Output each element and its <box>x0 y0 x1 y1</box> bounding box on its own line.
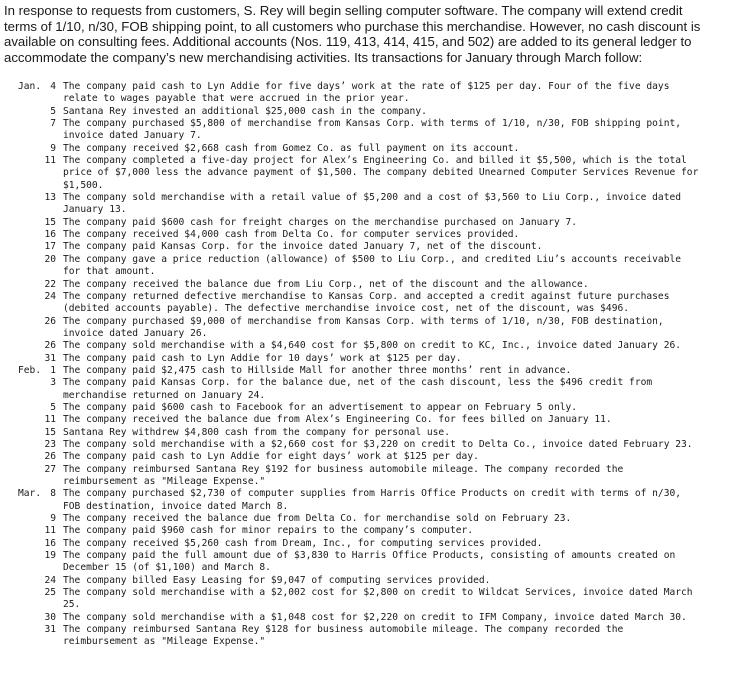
transaction-text: The company paid Kansas Corp. for the balance due, net of the cash discount, less the $496 credit from merchandise returned on January 24. <box>63 377 653 401</box>
transaction-text: The company received $2,668 cash from Gomez Co. as full payment on its account. <box>63 142 520 154</box>
transaction-day: 26 <box>44 315 56 327</box>
transaction-text: The company paid cash to Lyn Addie for 10 days’ work at $125 per day. <box>63 352 462 364</box>
transaction-text: The company received the balance due from Liu Corp., net of the discount and the allowance. <box>63 278 589 290</box>
transaction-day: 16 <box>44 537 56 549</box>
transaction-text: Santana Rey withdrew $4,800 cash from the company for personal use. <box>63 426 450 438</box>
transaction-text: The company received the balance due from Delta Co. for merchandise sold on February 23. <box>63 513 572 525</box>
transaction-month: Jan. <box>18 81 42 92</box>
transaction-entry <box>0 143 732 155</box>
transaction-day: 26 <box>44 451 56 463</box>
transaction-entry <box>0 427 732 439</box>
transaction-day: 9 <box>50 142 56 154</box>
transaction-text: The company paid $600 cash to Facebook for an advertisement to appear on February 5 only. <box>63 401 578 413</box>
intro-paragraph: In response to requests from customers, S. Rey will begin selling computer software. The company will extend credit terms of 1/10, n/30, FOB shipping point, to all customers who purchase this merchandise. However, no cash discount is available on consulting fees. Additional accounts (Nos. 119, 413, 414, 415, and 502) are added to its general ledger to accommodate the company’s new merchandising activities. Its transactions for January through March follow: <box>4 3 701 65</box>
transaction-text: The company sold merchandise with a retail value of $5,200 and a cost of $3,560 to Liu Corp., invoice dated January 13. <box>63 192 682 216</box>
transaction-text: The company purchased $5,800 of merchandise from Kansas Corp. with terms of 1/10, n/30, FOB shipping point, invoice dated January 7. <box>63 118 682 142</box>
transaction-entry <box>0 353 732 365</box>
transaction-text: The company paid cash to Lyn Addie for eight days’ work at $125 per day. <box>63 451 479 463</box>
transaction-day: 30 <box>44 611 56 623</box>
transaction-day: 15 <box>44 216 56 228</box>
transaction-text: The company paid Kansas Corp. for the invoice dated January 7, net of the discount. <box>63 241 543 253</box>
transaction-day: 31 <box>44 352 56 364</box>
transaction-day: 23 <box>44 438 56 450</box>
transaction-day: 3 <box>50 377 56 389</box>
transaction-text: The company sold merchandise with a $2,002 cost for $2,800 on credit to Wildcat Services, invoice dated March 25. <box>63 587 693 611</box>
transaction-text: The company reimbursed Santana Rey $192 for business automobile mileage. The company recorded the reimbursement as "Mileage Expense." <box>63 463 624 487</box>
transaction-day: 13 <box>44 192 56 204</box>
transaction-entry <box>0 340 732 352</box>
transaction-day: 24 <box>44 290 56 302</box>
transaction-entry <box>0 587 732 612</box>
transaction-text: Santana Rey invested an additional $25,000 cash in the company. <box>63 105 427 117</box>
transaction-text: The company received $5,260 cash from Dream, Inc., for computing services provided. <box>63 537 543 549</box>
transaction-entry <box>0 279 732 291</box>
transaction-entry <box>0 439 732 451</box>
transaction-day: 7 <box>50 118 56 130</box>
transaction-entry <box>0 217 732 229</box>
transaction-day: 17 <box>44 241 56 253</box>
transaction-month: Mar. <box>18 488 42 500</box>
transaction-entry <box>0 575 732 587</box>
transaction-day: 11 <box>44 525 56 537</box>
transaction-entry <box>0 550 732 575</box>
transaction-entry <box>0 488 732 513</box>
transaction-entry <box>0 377 732 402</box>
transaction-day: 1 <box>50 364 56 376</box>
transaction-text: The company paid $2,475 cash to Hillside Mall for another three months’ rent in advance. <box>63 364 572 376</box>
transaction-entry <box>0 451 732 463</box>
transaction-entry <box>0 414 732 426</box>
transaction-text: The company sold merchandise with a $2,660 cost for $3,220 on credit to Delta Co., invoice dated February 23. <box>63 438 693 450</box>
transaction-text: The company paid $960 cash for minor repairs to the company’s computer. <box>63 525 474 537</box>
transaction-day: 11 <box>44 155 56 167</box>
transaction-day: 8 <box>50 488 56 500</box>
transaction-text: The company purchased $2,730 of computer supplies from Harris Office Products on credit with terms of n/30, FOB destination, invoice dated March 8. <box>63 488 682 512</box>
transaction-day: 19 <box>44 550 56 562</box>
transaction-entry <box>0 513 732 525</box>
transaction-entry <box>0 229 732 241</box>
transaction-entry <box>0 254 732 279</box>
transaction-day: 5 <box>50 401 56 413</box>
transaction-text: The company received $4,000 cash from Delta Co. for computer services provided. <box>63 229 520 241</box>
transaction-entry <box>0 155 732 192</box>
transaction-entry <box>0 402 732 414</box>
transaction-text: The company completed a five-day project for Alex’s Engineering Co. and billed it $5,500, which is the total price of $7,000 less the advance payment of $1,500. The company debited Unearned Computer Services Revenue for $1,500. <box>63 155 699 191</box>
transaction-text: The company reimbursed Santana Rey $128 for business automobile mileage. The company recorded the reimbursement as "Mileage Expense." <box>63 624 624 648</box>
transaction-text: The company sold merchandise with a $4,640 cost for $5,800 on credit to KC, Inc., invoice dated January 26. <box>63 340 682 352</box>
transaction-entry <box>0 118 732 143</box>
transaction-text: The company purchased $9,000 of merchandise from Kansas Corp. with terms of 1/10, n/30, FOB destination, invoice dated January 26. <box>63 315 664 339</box>
transaction-entry <box>0 464 732 489</box>
transaction-day: 22 <box>44 278 56 290</box>
transaction-day: 11 <box>44 414 56 426</box>
transaction-month: Feb. <box>18 364 42 376</box>
transaction-entry <box>0 192 732 217</box>
transaction-text: The company paid the full amount due of $3,830 to Harris Office Products, consisting of amounts created on December 15 (of $1,100) and March 8. <box>63 550 676 574</box>
transaction-text: The company sold merchandise with a $1,048 cost for $2,220 on credit to IFM Company, invoice dated March 30. <box>63 611 687 623</box>
transaction-entry <box>0 525 732 537</box>
transaction-day: 26 <box>44 340 56 352</box>
transaction-entry <box>0 365 732 377</box>
transaction-text: The company paid cash to Lyn Addie for five days’ work at the rate of $125 per day. Four of the five days relate to wages payable that were accrued in the prior year. <box>63 81 670 105</box>
transaction-entry <box>0 291 732 316</box>
transaction-list <box>0 81 732 649</box>
transaction-text: The company gave a price reduction (allowance) of $500 to Liu Corp., and credited Liu’s accounts receivable for that amount. <box>63 253 682 278</box>
transaction-text: The company billed Easy Leasing for $9,047 of computing services provided. <box>63 574 491 586</box>
transaction-entry <box>0 538 732 550</box>
transaction-day: 27 <box>44 463 56 475</box>
transaction-entry <box>0 316 732 341</box>
transaction-day: 31 <box>44 624 56 636</box>
transaction-text: The company paid $600 cash for freight charges on the merchandise purchased on January 7. <box>63 216 578 228</box>
transaction-day: 20 <box>44 253 56 265</box>
transaction-entry <box>0 624 732 649</box>
transaction-entry <box>0 106 732 118</box>
transaction-day: 4 <box>50 81 56 92</box>
transaction-entry <box>0 612 732 624</box>
transaction-day: 24 <box>44 574 56 586</box>
transaction-text: The company returned defective merchandise to Kansas Corp. and accepted a credit against future purchases (debited accounts payable). The defective merchandise invoice cost, net of the discount, was $496. <box>63 290 670 315</box>
transaction-day: 5 <box>50 105 56 117</box>
transaction-day: 16 <box>44 229 56 241</box>
transaction-day: 9 <box>50 513 56 525</box>
transaction-text: The company received the balance due from Alex’s Engineering Co. for fees billed on January 11. <box>63 414 612 426</box>
transaction-day: 15 <box>44 426 56 438</box>
transaction-entry <box>0 241 732 253</box>
transaction-entry <box>0 81 732 106</box>
transaction-day: 25 <box>44 587 56 599</box>
